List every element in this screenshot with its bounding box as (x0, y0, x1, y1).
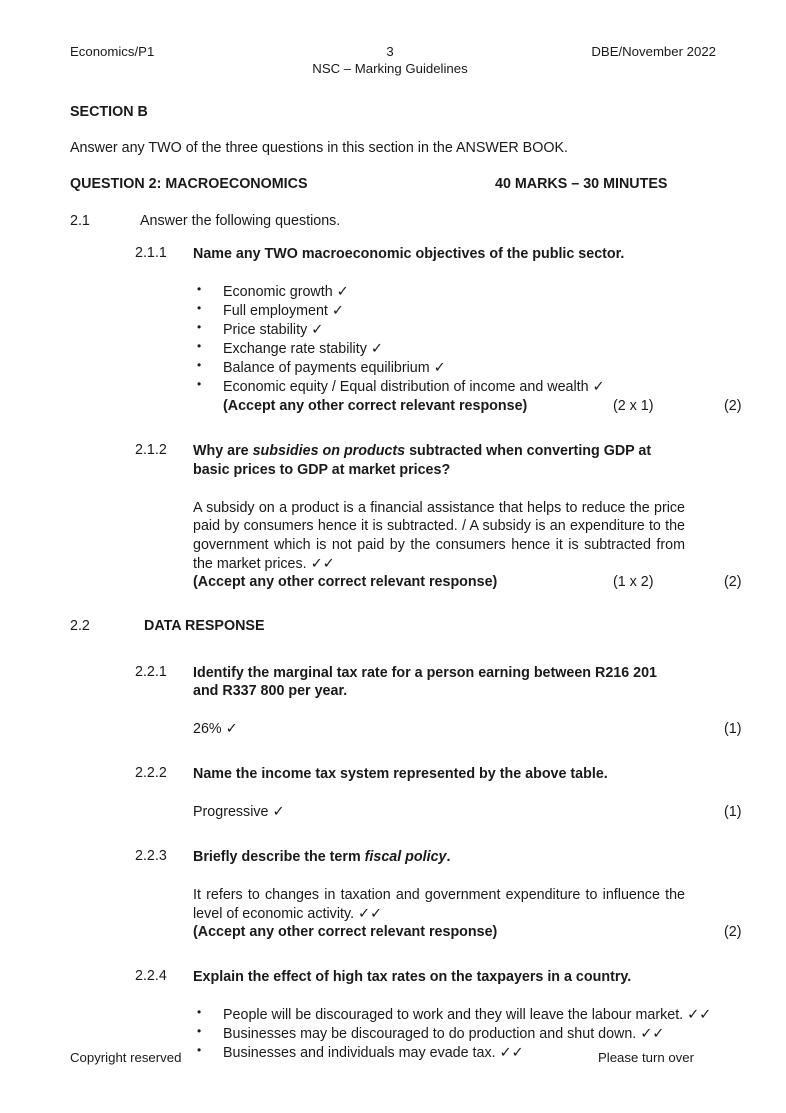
header-subject: Economics/P1 (70, 44, 155, 59)
header-exam-session: DBE/November 2022 (591, 44, 716, 59)
accept-note-2-1-2: (Accept any other correct relevant response) (193, 574, 498, 591)
list-item: • Economic growth ✓ (193, 283, 715, 302)
list-item: • Full employment ✓ (193, 302, 715, 321)
item-2-2-1-question: Identify the marginal tax rate for a person earning between R216 201 and R337 800 per year. (193, 664, 657, 700)
question-text-pre: Why are (193, 443, 253, 460)
item-2-1-1 (70, 245, 718, 263)
list-item: • Businesses and individuals may evade tax. ✓✓ (193, 1044, 715, 1063)
item-2-2-3 (70, 848, 718, 866)
item-2-1-1-number: 2.1.1 (135, 245, 167, 261)
marks-total-2-1-2: (2) (724, 574, 742, 591)
item-2-2-3-question (193, 848, 685, 866)
item-2-1 (70, 213, 718, 229)
item-2-2-1-number: 2.2.1 (135, 663, 167, 680)
item-2-2-label: DATA RESPONSE (144, 617, 265, 634)
item-2-1-2-question (193, 442, 685, 479)
answer-2-1-2-text: A subsidy on a product is a financial assistance that helps to reduce the price paid by consumers hence it is subtracted. / A subsidy is an expenditure to the government which is not paid by the consumers hence it is subtracted from the market prices. ✓✓ (193, 499, 685, 572)
marks-total-2-2-1: (1) (724, 721, 742, 738)
section-title: SECTION B (70, 104, 148, 120)
item-2-2-number: 2.2 (70, 617, 90, 634)
item-2-2-2-number: 2.2.2 (135, 764, 167, 781)
header-page-number: 3 (386, 44, 394, 59)
item-2-2-1 (70, 664, 718, 701)
item-2-1-2-number: 2.1.2 (135, 442, 167, 459)
answer-2-2-2-text: Progressive ✓ (193, 804, 285, 821)
question-marks-time: 40 MARKS – 30 MINUTES (495, 176, 668, 192)
list-item: • Balance of payments equilibrium ✓ (193, 359, 715, 378)
marks-total-2-2-2: (1) (724, 804, 742, 821)
page-footer (70, 1050, 716, 1068)
item-2-1-label: Answer the following questions. (140, 213, 341, 229)
answer-2-1-1-bullets (193, 283, 742, 416)
marks-calc-2-1-2: (1 x 2) (613, 574, 654, 591)
item-2-2-2-question: Name the income tax system represented by the above table. (193, 765, 608, 782)
answer-2-2-1-text: 26% ✓ (193, 721, 238, 738)
item-2-2 (70, 618, 718, 634)
answer-2-2-3 (70, 886, 742, 942)
answer-2-2-2 (70, 803, 742, 822)
marks-calc-2-1-1: (2 x 1) (613, 398, 654, 415)
marks-total-2-2-3: (2) (724, 924, 742, 941)
answer-2-2-1 (70, 720, 742, 739)
list-item: • Price stability ✓ (193, 321, 715, 340)
item-2-1-1-question: Name any TWO macroeconomic objectives of the public sector. (193, 246, 625, 262)
question-text-post: subtracted when converting GDP at basic prices to GDP at market prices? (193, 443, 652, 478)
question-text-emphasis: subsidies on products (252, 443, 406, 460)
question-heading-label: QUESTION 2: MACROECONOMICS (70, 176, 308, 192)
footer-copyright: Copyright reserved (70, 1050, 182, 1065)
item-2-2-3-number: 2.2.3 (135, 847, 167, 864)
item-2-1-2 (70, 442, 718, 479)
item-2-2-2 (70, 765, 718, 783)
question-text-pre: Briefly describe the term (193, 848, 365, 865)
question-heading (70, 176, 718, 192)
section-instruction: Answer any TWO of the three questions in this section in the ANSWER BOOK. (70, 140, 568, 156)
item-2-1-number: 2.1 (70, 213, 90, 229)
list-item: • People will be discouraged to work and they will leave the labour market. ✓✓ (193, 1006, 715, 1025)
answer-2-2-3-text: It refers to changes in taxation and government expenditure to influence the level of economic activity. ✓✓ (193, 887, 685, 922)
list-item (193, 378, 742, 416)
document-body (70, 104, 742, 1063)
page-header (70, 44, 716, 90)
item-2-2-4-question: Explain the effect of high tax rates on the taxpayers in a country. (193, 968, 632, 985)
list-item: • Exchange rate stability ✓ (193, 340, 715, 359)
marks-total-2-1-1: (2) (724, 398, 742, 415)
footer-turn-over: Please turn over (597, 1050, 694, 1065)
question-text-post: . (446, 848, 451, 865)
accept-note-2-1-1: (Accept any other correct relevant response) (223, 398, 528, 415)
list-item: • Businesses may be discouraged to do production and shut down. ✓✓ (193, 1025, 715, 1044)
answer-2-1-2 (70, 499, 742, 592)
question-text-emphasis: fiscal policy (364, 848, 447, 865)
list-item-text: Economic equity / Equal distribution of income and wealth ✓ (223, 379, 605, 396)
header-document-type: NSC – Marking Guidelines (312, 61, 468, 76)
item-2-2-4 (70, 968, 718, 986)
answer-2-1-1 (70, 283, 742, 416)
accept-note-2-2-3: (Accept any other correct relevant response) (193, 924, 498, 941)
item-2-2-4-number: 2.2.4 (135, 967, 167, 984)
